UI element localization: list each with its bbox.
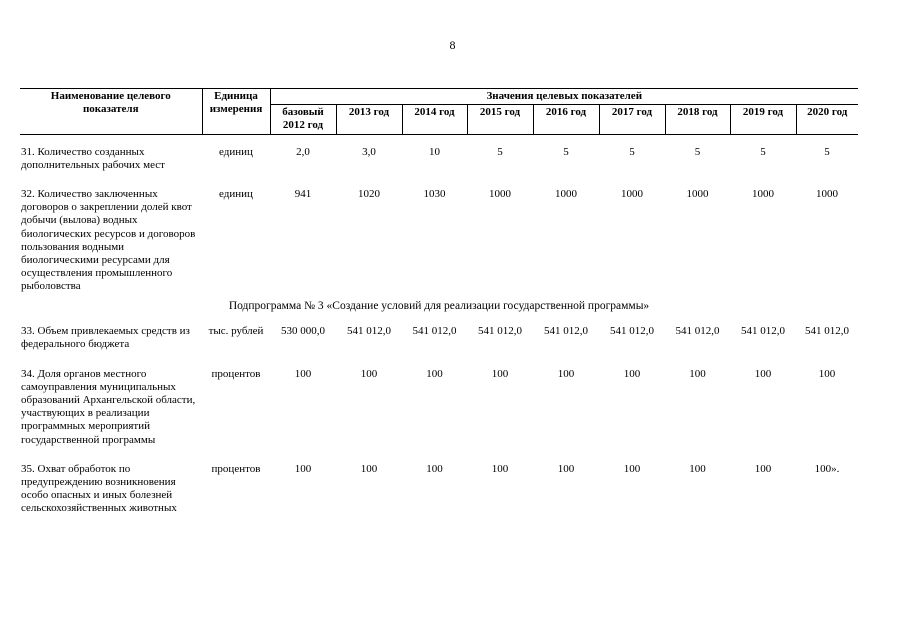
- value-cell: 100: [557, 367, 575, 380]
- value-cell: 1000: [555, 187, 577, 200]
- value-cell: 1020: [358, 187, 380, 200]
- header-values-group: Значения целевых показателей: [270, 89, 858, 105]
- table-row: [20, 324, 858, 352]
- header-year: 2017 год: [599, 105, 665, 134]
- value-cell: 541 012,0: [478, 325, 522, 338]
- value-cell: 1030: [423, 187, 446, 200]
- value-cell: 100: [623, 367, 641, 380]
- value-cell: 1000: [752, 187, 774, 200]
- table-row: [20, 145, 858, 173]
- value-cell: 5: [563, 145, 569, 158]
- value-cell: 541 012,0: [544, 325, 588, 338]
- table-row: [20, 187, 858, 295]
- value-cell: 1000: [816, 187, 838, 200]
- indicator-unit: процентов: [211, 367, 261, 380]
- value-cell: 100: [754, 462, 772, 475]
- indicator-unit: тыс. рублей: [208, 325, 264, 338]
- value-cell: 5: [629, 145, 635, 158]
- page-number: 8: [449, 38, 456, 52]
- value-cell: 10: [429, 145, 440, 158]
- value-cell: 2,0: [296, 145, 310, 158]
- value-cell: 100: [294, 367, 312, 380]
- header-year: 2015 год: [467, 105, 533, 134]
- value-cell: 3,0: [362, 145, 376, 158]
- header-year: базовый 2012 год: [270, 105, 336, 134]
- value-cell: 5: [824, 145, 830, 158]
- value-cell: 541 012,0: [412, 325, 457, 338]
- value-cell: 100: [360, 367, 378, 380]
- header-unit: Единица измерения: [202, 89, 270, 135]
- indicator-name: 34. Доля органов местного самоуправления муниципальных образований Архангельской области, участвующих в реализации программных мероприятий государственной программы: [21, 367, 196, 446]
- value-cell: 100: [294, 462, 312, 475]
- target-indicators-table: [20, 88, 858, 516]
- indicator-name: 35. Охват обработок по предупреждению возникновения особо опасных и иных болезней сельскохозяйственных животных: [21, 462, 177, 515]
- header-year: 2018 год: [665, 105, 730, 134]
- value-cell: 100: [426, 462, 443, 475]
- value-cell: 541 012,0: [675, 325, 720, 338]
- subprogram-row: [20, 294, 858, 324]
- value-cell: 941: [294, 187, 312, 200]
- header-year: 2016 год: [533, 105, 599, 134]
- header-year: 2013 год: [336, 105, 402, 134]
- value-cell: 1000: [686, 187, 709, 200]
- header-year: 2020 год: [796, 105, 858, 134]
- value-cell: 541 012,0: [347, 325, 391, 338]
- value-cell: 541 012,0: [741, 325, 785, 338]
- indicator-name: 31. Количество созданных дополнительных рабочих мест: [21, 145, 165, 171]
- header-year: 2019 год: [730, 105, 796, 134]
- value-cell: 100: [623, 462, 641, 475]
- value-cell: 100: [818, 367, 836, 380]
- value-cell: 530 000,0: [281, 325, 325, 338]
- value-cell: 1000: [621, 187, 643, 200]
- value-cell: 5: [497, 145, 503, 158]
- value-cell: 1000: [489, 187, 511, 200]
- value-cell: 100: [557, 462, 575, 475]
- value-cell: 100: [754, 367, 772, 380]
- value-cell: 100».: [814, 462, 840, 475]
- value-cell: 100: [360, 462, 378, 475]
- indicator-name: 33. Объем привлекаемых средств из федерального бюджета: [21, 325, 190, 351]
- indicator-unit: единиц: [219, 145, 253, 158]
- header-year: 2014 год: [402, 105, 467, 134]
- value-cell: 100: [426, 367, 443, 380]
- value-cell: 100: [689, 367, 706, 380]
- value-cell: 541 012,0: [805, 325, 849, 338]
- indicator-name: 32. Количество заключенных договоров о закреплении долей квот добычи (вылова) водных биологических ресурсов и договоров пользования водными биологическими ресурсами для осуществления промышленного рыболовства: [21, 187, 196, 293]
- value-cell: 100: [491, 367, 509, 380]
- indicator-unit: процентов: [211, 462, 261, 475]
- subprogram-title: Подпрограмма № 3 «Создание условий для реализации государственной программы»: [228, 300, 650, 313]
- value-cell: 5: [694, 145, 701, 158]
- value-cell: 541 012,0: [610, 325, 654, 338]
- indicator-unit: единиц: [219, 187, 253, 200]
- value-cell: 100: [491, 462, 509, 475]
- table-row: [20, 462, 858, 517]
- value-cell: 100: [689, 462, 706, 475]
- value-cell: 5: [760, 145, 766, 158]
- header-indicator-name: Наименование целевого показателя: [20, 89, 202, 135]
- table-row: [20, 367, 858, 448]
